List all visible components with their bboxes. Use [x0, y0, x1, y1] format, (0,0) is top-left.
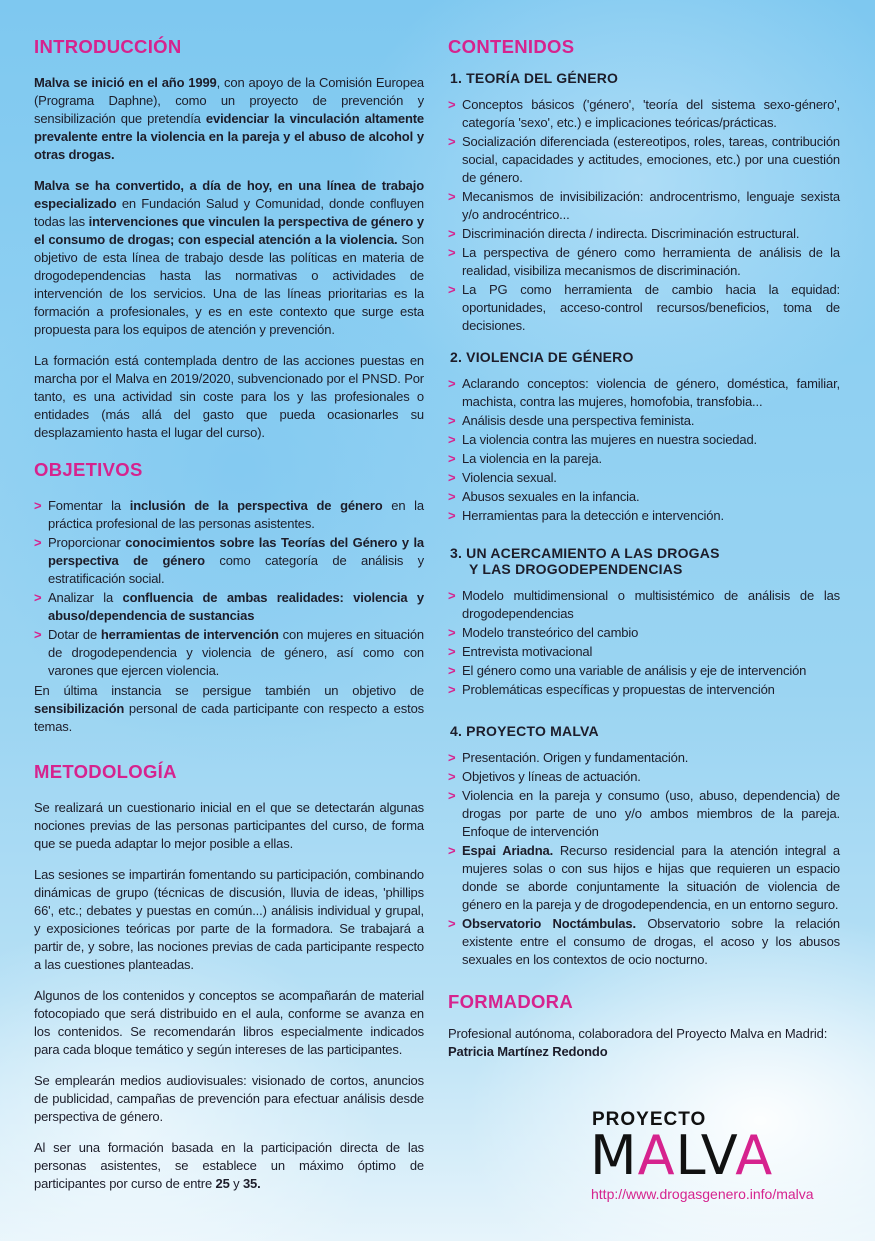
list-item: > Discriminación directa / indirecta. Discriminación estructural.	[448, 226, 800, 241]
intro-title: INTRODUCCIÓN	[34, 36, 182, 57]
list-item: > Socialización diferenciada (estereotipos, roles, tareas, contribución social, capacidades y actitudes, emociones, etc.) por una cuestión de género.	[448, 134, 840, 185]
list-item: > Observatorio Noctámbulas. Observatorio sobre la relación existente entre el consumo de drogas, el acoso y los abusos sexuales en los contextos de ocio nocturno.	[448, 916, 840, 967]
list-item: > Modelo transteórico del cambio	[448, 625, 639, 640]
list-item: > Entrevista motivacional	[448, 644, 593, 659]
bullet-arrow-icon: >	[448, 916, 456, 931]
bold-text: Malva se ha convertido, a día de hoy, en una línea de trabajo especializado	[34, 178, 424, 211]
bullet-arrow-icon: >	[34, 535, 42, 550]
list-item: > La PG como herramienta de cambio hacia la equidad: oportunidades, acceso-control recursos/beneficios, toma de decisiones.	[448, 282, 840, 333]
intro-paragraph-1: Malva se inició en el año 1999, con apoyo de la Comisión Europea (Programa Daphne), como un proyecto de prevención y sensibilización que pretendía evidenciar la vinculación altamente prevalente entre la violencia en la pareja y el abuso de alcohol y otras drogas.	[34, 75, 425, 162]
list-item: > El género como una variable de análisis y eje de intervención	[448, 663, 807, 678]
bold-text: herramientas de intervención	[100, 627, 279, 642]
list-item: > Analizar la confluencia de ambas realidades: violencia y abuso/dependencia de sustancias	[34, 590, 424, 623]
metodologia-title: METODOLOGÍA	[34, 761, 177, 782]
list-item: > Violencia sexual.	[448, 470, 557, 485]
bullet-arrow-icon: >	[448, 788, 456, 803]
bullet-arrow-icon: >	[448, 470, 456, 485]
logo-malva-text	[590, 1124, 850, 1187]
formadora-name: Patricia Martínez Redondo	[448, 1044, 608, 1059]
metodologia-paragraph-5: Al ser una formación basada en la participación directa de las personas asistentes, se establece un máximo óptimo de participantes por curso de entre 25 y 35.	[34, 1140, 424, 1191]
formadora-text	[448, 1025, 840, 1061]
bold-text: intervenciones que vinculen la perspectiva de género y el consumo de drogas; con especial atención a la violencia.	[34, 214, 424, 247]
section-3-title-line-2: Y LAS DROGODEPENDENCIAS	[469, 561, 683, 577]
contenidos-section-3-list	[448, 587, 840, 699]
left-column	[34, 36, 424, 1206]
bullet-arrow-icon: >	[448, 189, 456, 204]
bullet-arrow-icon: >	[34, 498, 42, 513]
bullet-arrow-icon: >	[448, 663, 456, 678]
bold-text: evidenciar la vinculación altamente prevalente entre la violencia en la pareja y el abuso de alcohol y otras drogas.	[34, 111, 425, 162]
bullet-arrow-icon: >	[448, 451, 456, 466]
intro-paragraph-3: La formación está contemplada dentro de las acciones puestas en marcha por el Malva en 2019/2020, subvencionado por el PNSD. Por tanto, es una actividad sin coste para los y las profesionales o entidades (más allá del gasto que pueda ocasionarles su desplazamiento hasta el lugar del curso).	[34, 353, 424, 440]
objetivos-closing: En última instancia se persigue también un objetivo de sensibilización personal de cada participante con respecto a estos temas.	[34, 683, 424, 734]
bold-text: inclusión de la perspectiva de género	[129, 498, 383, 513]
bullet-arrow-icon: >	[34, 627, 42, 642]
list-item: > Fomentar la inclusión de la perspectiva de género en la práctica profesional de las personas asistentes.	[34, 498, 424, 531]
contenidos-section-2-title: 2. VIOLENCIA DE GÉNERO	[450, 349, 634, 365]
bold-text: Observatorio Noctámbulas.	[462, 916, 636, 931]
metodologia-paragraph-1: Se realizará un cuestionario inicial en el que se detectarán algunas nociones previas de las personas participantes del curso, de forma que se pueda adaptar lo mejor posible a ellas.	[34, 800, 424, 851]
bold-text: 35.	[242, 1176, 261, 1191]
logo-letter-a1: A	[637, 1124, 676, 1187]
logo-letter-m: M	[590, 1124, 638, 1187]
metodologia-paragraph-2: Las sesiones se impartirán fomentando su participación, combinando dinámicas de grupo (técnicas de discusión, lluvia de ideas, 'phillips 66', etc.; debates y puestas en común...) análisis individual y grupal, y exposiciones teóricas por parte de la formadora. Se trabajará a partir de, y sobre, las nociones previas de cada participante respecto a las cuestiones planteadas.	[34, 867, 424, 972]
list-item: > Conceptos básicos ('género', 'teoría del sistema sexo-género', categoría 'sexo', etc.) e implicaciones teóricas/prácticas.	[448, 97, 840, 130]
website-link[interactable]: http://www.drogasgenero.info/malva	[591, 1186, 814, 1202]
contenidos-section-1-list	[448, 96, 840, 335]
list-item: > Proporcionar conocimientos sobre las Teorías del Género y la perspectiva de género como categoría de análisis y estratificación social.	[34, 535, 425, 586]
list-item: > Objetivos y líneas de actuación.	[448, 769, 641, 784]
bullet-arrow-icon: >	[448, 588, 456, 603]
bullet-arrow-icon: >	[448, 508, 456, 523]
formadora-title: FORMADORA	[448, 991, 573, 1012]
intro-paragraph-2: Malva se ha convertido, a día de hoy, en una línea de trabajo especializado en Fundación Salud y Comunidad, donde confluyen todas las intervenciones que vinculen la perspectiva de género y el consumo de drogas; con especial atención a la violencia. Son objetivo de esta línea de trabajo desde las políticas en materia de drogodependencias hasta las normativas o actividades de intervención de los servicios. Una de las líneas prioritarias es la formación a profesionales, y es en este contexto que surge esta propuesta para los equipos de atención y prevención.	[34, 178, 424, 337]
bullet-arrow-icon: >	[448, 245, 456, 260]
objetivos-list	[34, 497, 424, 680]
objetivos-title: OBJETIVOS	[34, 459, 143, 480]
contenidos-section-4-title: 4. PROYECTO MALVA	[450, 723, 599, 739]
logo-letter-a2: A	[735, 1124, 774, 1187]
bold-text: sensibilización	[34, 701, 125, 716]
bullet-arrow-icon: >	[34, 590, 42, 605]
bullet-arrow-icon: >	[448, 413, 456, 428]
contenidos-section-4-list	[448, 749, 840, 969]
contenidos-section-3-title	[450, 545, 840, 577]
list-item: > Herramientas para la detección e intervención.	[448, 508, 724, 523]
logo-letters-lv: LV	[675, 1124, 736, 1187]
bold-text: confluencia de ambas realidades: violencia y abuso/dependencia de sustancias	[48, 590, 424, 623]
bold-text: Malva se inició en el año 1999	[34, 75, 217, 90]
contenidos-section-1-title: 1. TEORÍA DEL GÉNERO	[450, 70, 619, 86]
section-3-title-line-1: 3. UN ACERCAMIENTO A LAS DROGAS	[450, 545, 720, 561]
proyecto-malva-logo	[590, 1109, 850, 1187]
bullet-arrow-icon: >	[448, 432, 456, 447]
list-item: > Violencia en la pareja y consumo (uso, abuso, dependencia) de drogas por parte de uno y/o ambos miembros de la pareja. Enfoque de intervención	[448, 788, 840, 839]
contenidos-title: CONTENIDOS	[448, 36, 575, 57]
list-item: > Modelo multidimensional o multisistémico de análisis de las drogodependencias	[448, 588, 840, 621]
list-item: > Dotar de herramientas de intervención con mujeres en situación de drogodependencia y violencia de género, así como con varones que ejercen violencia.	[34, 627, 424, 678]
list-item: > Análisis desde una perspectiva feminista.	[448, 413, 695, 428]
bullet-arrow-icon: >	[448, 682, 456, 697]
list-item: > La perspectiva de género como herramienta de análisis de la realidad, visibiliza mecanismos de discriminación.	[448, 245, 840, 278]
bullet-arrow-icon: >	[448, 750, 456, 765]
list-item: > La violencia contra las mujeres en nuestra sociedad.	[448, 432, 757, 447]
list-item: > Problemáticas específicas y propuestas de intervención	[448, 682, 775, 697]
bold-text: Espai Ariadna.	[462, 843, 554, 858]
bullet-arrow-icon: >	[448, 97, 456, 112]
bold-text: conocimientos sobre las Teorías del Género y la perspectiva de género	[48, 535, 425, 568]
bullet-arrow-icon: >	[448, 644, 456, 659]
right-column	[448, 36, 840, 1061]
bullet-arrow-icon: >	[448, 769, 456, 784]
bullet-arrow-icon: >	[448, 489, 456, 504]
list-item: > Mecanismos de invisibilización: androcentrismo, lenguaje sexista y/o androcéntrico...	[448, 189, 840, 222]
list-item: > La violencia en la pareja.	[448, 451, 602, 466]
metodologia-paragraph-4: Se emplearán medios audiovisuales: visionado de cortos, anuncios de publicidad, campañas de prevención para efectuar análisis desde perspectiva de género.	[34, 1073, 424, 1124]
contenidos-section-2-list	[448, 375, 840, 525]
bullet-arrow-icon: >	[448, 134, 456, 149]
formadora-description: Profesional autónoma, colaboradora del Proyecto Malva en Madrid:	[448, 1026, 828, 1041]
logo-proyecto-text: PROYECTO	[592, 1109, 707, 1130]
bullet-arrow-icon: >	[448, 226, 456, 241]
bullet-arrow-icon: >	[448, 376, 456, 391]
bullet-arrow-icon: >	[448, 625, 456, 640]
list-item: > Espai Ariadna. Recurso residencial para la atención integral a mujeres solas o con sus hijos e hijas que requieren un espacio donde se aborde conjuntamente la situación de violencia de género en la pareja y de drogodependencia, en un entorno seguro.	[448, 843, 840, 912]
list-item: > Aclarando conceptos: violencia de género, doméstica, familiar, machista, contra las mujeres, homofobia, transfobia...	[448, 376, 840, 409]
metodologia-paragraph-3: Algunos de los contenidos y conceptos se acompañarán de material fotocopiado que será distribuido en el aula, conforme se avanza en los contenidos. Se recomendarán libros especialmente indicados para cada bloque temático y según intereses de las participantes.	[34, 988, 424, 1057]
bullet-arrow-icon: >	[448, 282, 456, 297]
list-item: > Abusos sexuales en la infancia.	[448, 489, 640, 504]
bold-text: 25	[215, 1176, 230, 1191]
list-item: > Presentación. Origen y fundamentación.	[448, 750, 689, 765]
bullet-arrow-icon: >	[448, 843, 456, 858]
